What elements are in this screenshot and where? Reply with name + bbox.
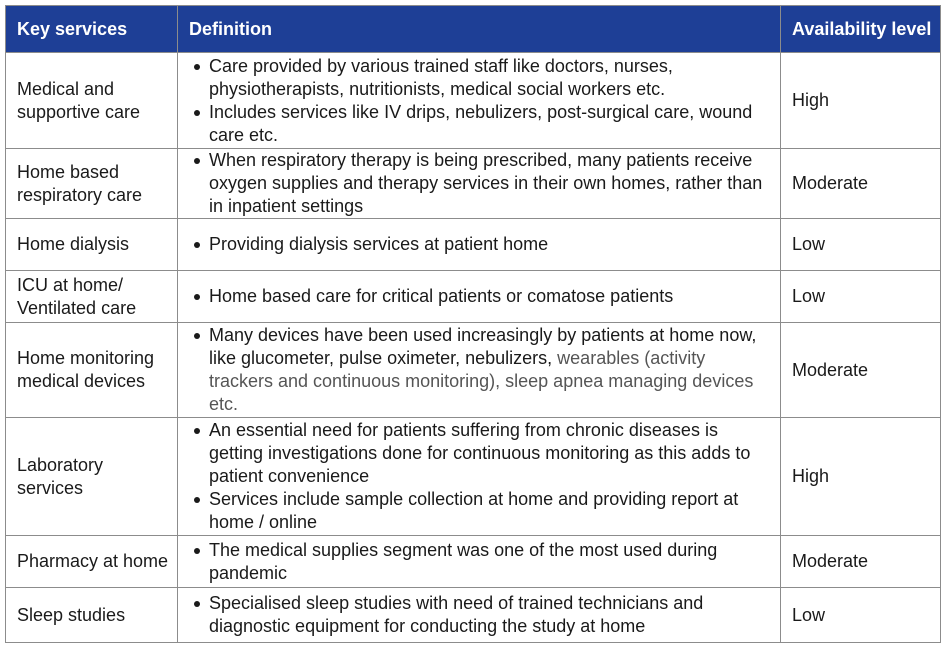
definition-bullet [189,488,772,534]
service-definition [178,149,781,219]
service-definition [178,418,781,536]
definition-bullet [189,285,772,308]
service-definition [178,323,781,418]
service-name: Medical and supportive care [6,53,178,149]
definition-bullet-list [189,539,772,585]
service-definition [178,588,781,643]
bullet-text: Providing dialysis services at patient home [209,234,549,254]
bullet-text: When respiratory therapy is being prescribed, many patients receive oxygen supplies and therapy services in their own homes, rather than in inpatient settings [209,150,763,216]
definition-bullet [189,149,772,218]
bullet-text: The medical supplies segment was one of the most used during pandemic [209,539,718,583]
availability-level: Low [781,271,941,323]
table-row [6,271,941,323]
definition-bullet [189,101,772,147]
bullet-text: Specialised sleep studies with need of trained technicians and diagnostic equipment for conducting the study at home [209,593,704,636]
definition-bullet [189,539,772,585]
definition-bullet-list [189,55,772,147]
availability-level: Moderate [781,536,941,588]
definition-bullet [189,55,772,101]
header-availability-level: Availability level [781,6,941,53]
definition-bullet [189,419,772,488]
table-row [6,149,941,219]
bullet-text-muted: wearables (activity trackers and continuous monitoring), sleep apnea managing devices etc. [209,348,754,414]
table-row [6,536,941,588]
service-name: Sleep studies [6,588,178,643]
availability-level: Low [781,219,941,271]
availability-level: Moderate [781,149,941,219]
service-definition [178,53,781,149]
header-row [6,6,941,53]
availability-level: Low [781,588,941,643]
table-row [6,418,941,536]
availability-level: High [781,53,941,149]
service-definition [178,271,781,323]
bullet-text: An essential need for patients suffering from chronic diseases is getting investigations done for continuous monitoring as this adds to patient convenience [209,420,751,486]
availability-level: Moderate [781,323,941,418]
bullet-text: Many devices have been used increasingly by patients at home now, like glucometer, pulse oximeter, nebulizers, [209,325,757,368]
service-name: Pharmacy at home [6,536,178,588]
definition-bullet [189,233,772,256]
table-row [6,588,941,643]
definition-bullet-list [189,149,772,218]
table-row [6,53,941,149]
service-definition [178,219,781,271]
key-services-table [5,5,941,643]
definition-bullet [189,592,772,638]
definition-bullet [189,324,772,416]
availability-level: High [781,418,941,536]
definition-bullet-list [189,233,772,256]
table-body [6,53,941,643]
definition-bullet-list [189,592,772,638]
bullet-text: Home based care for critical patients or comatose patients [209,286,674,306]
bullet-text: Care provided by various trained staff like doctors, nurses, physiotherapists, nutritionists, medical social workers etc. [209,55,673,99]
header-key-services: Key services [6,6,178,53]
table-row [6,219,941,271]
bullet-text: Includes services like IV drips, nebulizers, post-surgical care, wound care etc. [209,101,753,145]
definition-bullet-list [189,285,772,308]
table-row [6,323,941,418]
service-definition [178,536,781,588]
bullet-text: Services include sample collection at home and providing report at home / online [209,489,739,532]
service-name: Home dialysis [6,219,178,271]
definition-bullet-list [189,324,772,416]
service-name: Home based respiratory care [6,149,178,219]
service-name: Laboratory services [6,418,178,536]
table-header [6,6,941,53]
definition-bullet-list [189,419,772,534]
header-definition: Definition [178,6,781,53]
service-name: Home monitoring medical devices [6,323,178,418]
service-name: ICU at home/ Ventilated care [6,271,178,323]
